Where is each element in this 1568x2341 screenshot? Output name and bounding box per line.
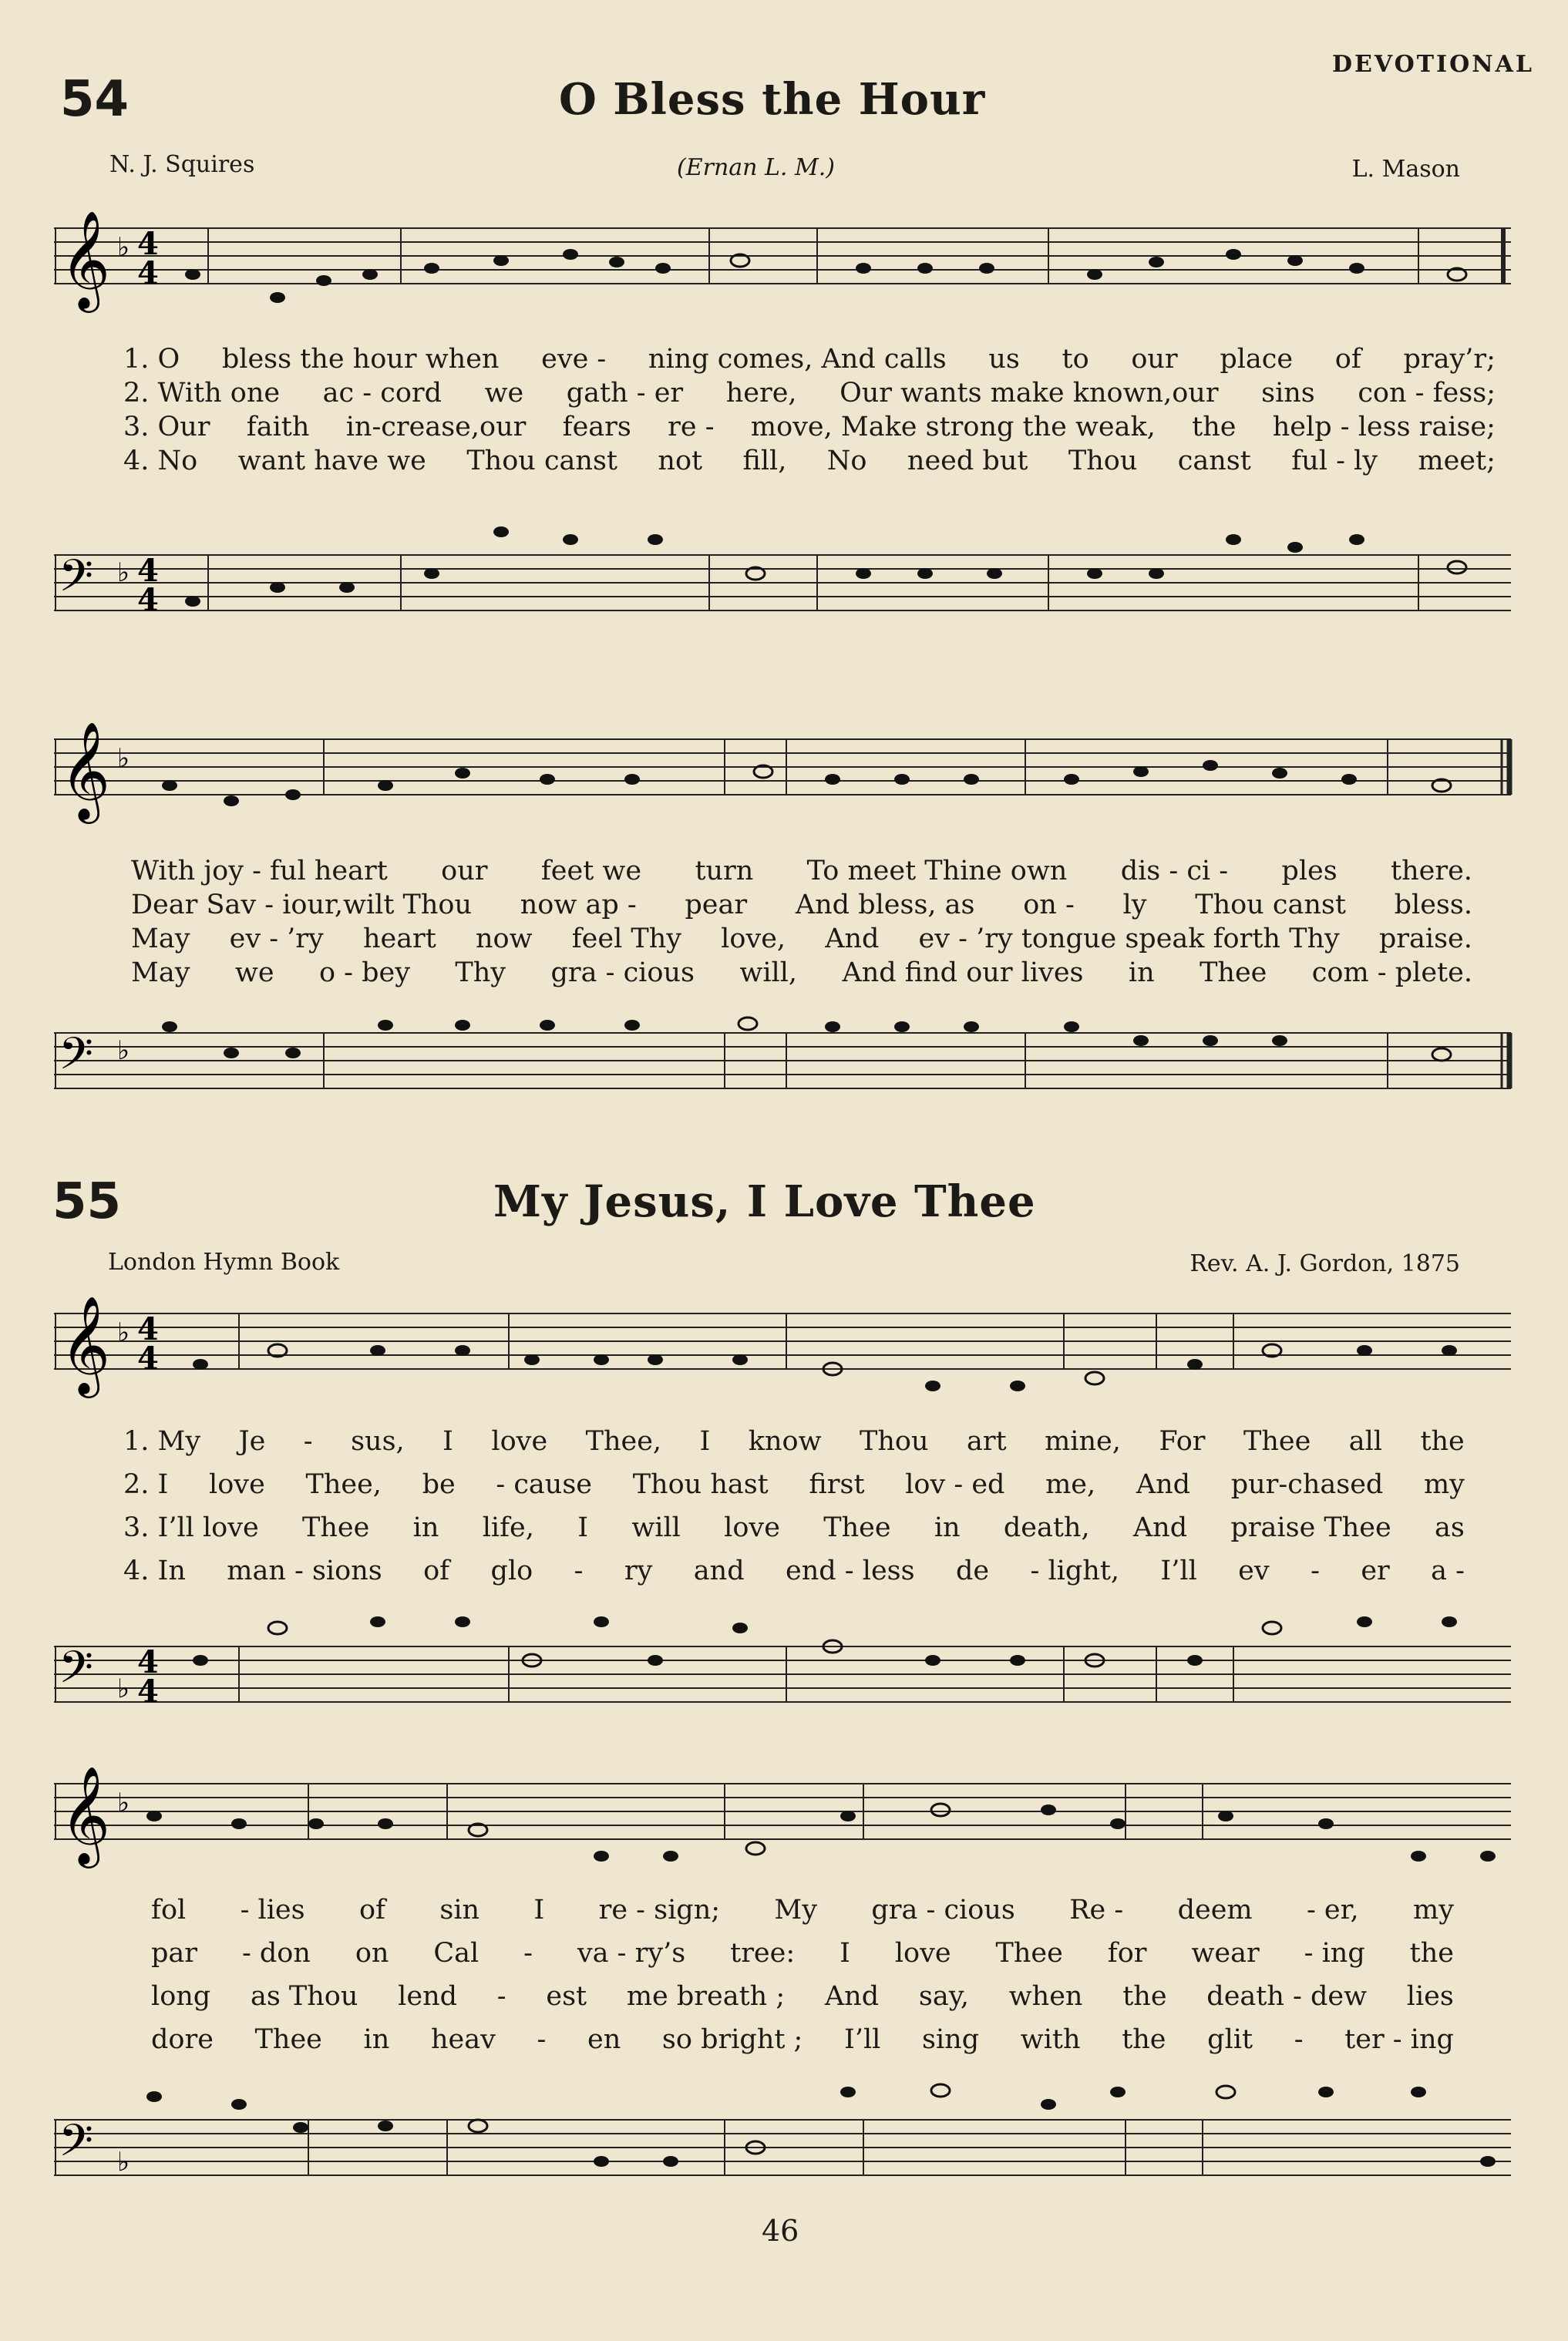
verse-line-3	[151, 1975, 1454, 2018]
lyrics-block	[151, 1889, 1454, 2061]
lyric-word: we	[234, 957, 274, 988]
lyric-word: place	[1220, 344, 1294, 375]
lyric-word: And	[825, 923, 880, 954]
lyric-word: here,	[725, 378, 797, 409]
lyric-word: wear	[1191, 1938, 1260, 1969]
lyric-word: in	[363, 2024, 390, 2055]
lyric-word: feet we	[540, 856, 642, 886]
lyric-word: us	[988, 344, 1020, 375]
lyric-word: ning comes, And calls	[648, 344, 947, 375]
lyric-word: ac - cord	[322, 378, 442, 409]
lyric-word: ev - ’ry tongue speak forth Thy	[918, 923, 1340, 954]
lyric-word: Thou canst	[1195, 890, 1346, 920]
svg-text:𝄞: 𝄞	[60, 1765, 111, 1864]
lyric-word: 3. I’ll love	[123, 1512, 259, 1543]
lyric-word: Re -	[1069, 1895, 1124, 1926]
lyric-word: my	[1413, 1895, 1454, 1926]
hymn-tune: (Ernan L. M.)	[677, 154, 835, 181]
page-number: 46	[762, 2214, 799, 2248]
lyric-word: o - bey	[318, 957, 411, 988]
svg-text:4: 4	[137, 582, 159, 618]
lyric-word: ry	[624, 1556, 653, 1586]
lyric-word: va - ry’s	[577, 1938, 686, 1969]
page-category: DEVOTIONAL	[1331, 51, 1534, 78]
verse-line-4	[131, 956, 1472, 990]
svg-text:𝄢: 𝄢	[59, 1641, 94, 1704]
lyric-word: know	[748, 1426, 822, 1457]
lyric-word: Cal	[433, 1938, 479, 1969]
lyric-word: And bless, as	[795, 890, 975, 920]
lyric-word: love	[724, 1512, 780, 1543]
lyric-word: 4. No	[123, 446, 198, 476]
lyric-word: May	[131, 957, 190, 988]
lyric-word: a -	[1431, 1556, 1465, 1586]
verse-line-3	[123, 1506, 1465, 1549]
lyric-word: meet;	[1418, 446, 1496, 476]
svg-text:𝄢: 𝄢	[59, 2114, 94, 2178]
lyric-word: praise.	[1378, 923, 1472, 954]
lyric-word: -	[523, 1938, 533, 1969]
lyric-word: faith	[246, 412, 310, 442]
lyric-word: Thee,	[585, 1426, 662, 1457]
lyric-word: 1. My	[123, 1426, 201, 1457]
lyric-word: Thy	[455, 957, 506, 988]
svg-text:4: 4	[137, 255, 159, 291]
lyric-word: -	[1311, 1556, 1320, 1586]
lyric-word: death - dew	[1206, 1981, 1368, 2012]
lyric-word: And	[1132, 1512, 1188, 1543]
lyric-word: art	[966, 1426, 1007, 1457]
music-staff-bass	[46, 2058, 1557, 2189]
lyric-word: 1. O	[123, 344, 180, 375]
verse-line-2	[123, 1463, 1465, 1506]
music-staff-treble	[46, 1295, 1557, 1411]
lyric-word: on	[355, 1938, 389, 1969]
lyric-word: gath - er	[566, 378, 684, 409]
lyric-word: fol	[151, 1895, 187, 1926]
lyric-word: fears	[562, 412, 631, 442]
svg-text:4: 4	[137, 226, 159, 262]
lyric-word: help - less raise;	[1272, 412, 1496, 442]
lyric-word: sus,	[351, 1426, 405, 1457]
lyric-word: of	[423, 1556, 450, 1586]
lyric-word: Thou	[860, 1426, 929, 1457]
svg-text:♭: ♭	[117, 1317, 130, 1348]
verse-line-4	[123, 444, 1496, 478]
lyric-word: bless.	[1394, 890, 1472, 920]
lyric-word: ples	[1281, 856, 1338, 886]
lyric-word: - don	[241, 1938, 311, 1969]
lyric-word: all	[1348, 1426, 1382, 1457]
lyric-word: ev	[1238, 1556, 1270, 1586]
lyric-word: feel Thy	[571, 923, 682, 954]
lyric-word: love	[491, 1426, 548, 1457]
lyric-word: glit	[1207, 2024, 1253, 2055]
lyric-word: eve -	[541, 344, 607, 375]
lyric-word: will,	[739, 957, 798, 988]
lyric-word: No	[826, 446, 867, 476]
lyric-word: with	[1020, 2024, 1081, 2055]
lyric-word: as Thou	[250, 1981, 358, 2012]
music-staff-treble	[46, 210, 1557, 318]
lyric-word: want have we	[237, 446, 426, 476]
lyric-word: - er,	[1306, 1895, 1359, 1926]
lyric-word: in	[412, 1512, 439, 1543]
lyric-word: dis - ci -	[1120, 856, 1229, 886]
lyric-word: gra - cious	[550, 957, 695, 988]
verse-line-1	[123, 342, 1496, 376]
lyrics-block	[123, 1420, 1465, 1593]
lyric-word: pear	[685, 890, 748, 920]
lyric-word: -	[537, 2024, 547, 2055]
lyric-word: Thee	[302, 1512, 370, 1543]
lyric-word: con - fess;	[1358, 378, 1496, 409]
lyric-word: say,	[918, 1981, 969, 2012]
lyric-word: now ap -	[520, 890, 637, 920]
lyric-word: -	[574, 1556, 584, 1586]
lyric-word: move, Make strong the weak,	[750, 412, 1156, 442]
lyric-word: I	[533, 1895, 545, 1926]
svg-text:♭: ♭	[117, 743, 130, 774]
lyric-word: With joy - ful heart	[131, 856, 388, 886]
lyric-word: deem	[1177, 1895, 1253, 1926]
lyric-word: love	[894, 1938, 951, 1969]
lyric-word: fill,	[742, 446, 787, 476]
svg-text:𝄢: 𝄢	[59, 550, 94, 613]
svg-text:4: 4	[137, 1644, 159, 1680]
music-staff-bass	[46, 509, 1557, 663]
lyric-word: be	[422, 1469, 456, 1500]
music-staff-bass	[46, 1002, 1557, 1141]
lyric-word: turn	[695, 856, 754, 886]
svg-text:𝄞: 𝄞	[60, 721, 111, 819]
lyric-word: pur-chased	[1230, 1469, 1384, 1500]
lyric-word: my	[1423, 1469, 1465, 1500]
lyric-word: and	[693, 1556, 745, 1586]
lyric-word: 2. I	[123, 1469, 169, 1500]
lyric-word: I’ll	[844, 2024, 881, 2055]
lyric-word: death,	[1003, 1512, 1090, 1543]
lyric-word: bless the hour when	[221, 344, 500, 375]
lyric-word: And	[824, 1981, 880, 2012]
hymn-number: 54	[60, 71, 130, 128]
lyric-word: mine,	[1045, 1426, 1121, 1457]
lyric-word: Je	[238, 1426, 266, 1457]
verse-line-4	[151, 2018, 1454, 2061]
lyric-word: -	[1294, 2024, 1304, 2055]
hymn-composer: L. Mason	[1351, 156, 1460, 183]
lyric-word: love	[209, 1469, 265, 1500]
lyric-word: the	[1409, 1938, 1454, 1969]
verse-line-3	[123, 410, 1496, 444]
lyric-word: - ing	[1304, 1938, 1365, 1969]
lyric-word: will	[631, 1512, 681, 1543]
svg-text:♭: ♭	[117, 2147, 130, 2178]
svg-text:4: 4	[137, 1311, 159, 1347]
lyric-word: glo	[490, 1556, 533, 1586]
hymn-title: My Jesus, I Love Thee	[493, 1176, 1036, 1227]
lyric-word: Thee	[1243, 1426, 1311, 1457]
lyric-word: sins	[1261, 378, 1315, 409]
lyric-word: of	[358, 1895, 385, 1926]
lyric-word: ter - ing	[1344, 2024, 1454, 2055]
lyric-word: heart	[362, 923, 436, 954]
lyric-word: canst	[1177, 446, 1251, 476]
lyric-word: of	[1334, 344, 1361, 375]
lyric-word: the	[1122, 2024, 1166, 2055]
lyric-word: 3. Our	[123, 412, 210, 442]
lyric-word: com - plete.	[1311, 957, 1472, 988]
lyric-word: end - less	[786, 1556, 915, 1586]
svg-text:𝄞: 𝄞	[60, 1295, 111, 1394]
svg-text:♭: ♭	[117, 1673, 130, 1704]
lyric-word: 2. With one	[123, 378, 281, 409]
lyric-word: lend	[398, 1981, 458, 2012]
lyric-word: Thee	[823, 1512, 891, 1543]
lyric-word: Thee	[1200, 957, 1267, 988]
lyric-word: Thee,	[305, 1469, 382, 1500]
lyric-word: our	[441, 856, 488, 886]
lyric-word: gra - cious	[871, 1895, 1015, 1926]
lyric-word: er	[1361, 1556, 1390, 1586]
lyric-word: re -	[668, 412, 715, 442]
lyrics-block	[131, 854, 1472, 990]
lyric-word: when	[1008, 1981, 1083, 2012]
lyric-word: ly	[1122, 890, 1147, 920]
lyric-word: May	[131, 923, 190, 954]
lyric-word: Thou canst	[466, 446, 617, 476]
lyric-word: our	[1131, 344, 1178, 375]
svg-text:♭: ♭	[117, 232, 130, 263]
lyric-word: lies	[1406, 1981, 1454, 2012]
lyric-word: For	[1159, 1426, 1206, 1457]
lyric-word: -	[303, 1426, 313, 1457]
lyric-word: sing	[922, 2024, 980, 2055]
lyric-word: Thou hast	[632, 1469, 769, 1500]
lyric-word: est	[546, 1981, 587, 2012]
lyric-word: me breath ;	[626, 1981, 786, 2012]
lyric-word: praise Thee	[1230, 1512, 1391, 1543]
lyric-word: on -	[1023, 890, 1075, 920]
lyric-word: in-crease,our	[345, 412, 527, 442]
verse-line-2	[131, 888, 1472, 922]
lyric-word: ful - ly	[1291, 446, 1378, 476]
lyric-word: me,	[1045, 1469, 1096, 1500]
hymn-title: O Bless the Hour	[559, 74, 986, 125]
verse-line-2	[151, 1932, 1454, 1975]
lyric-word: ev - ’ry	[229, 923, 324, 954]
verse-line-1	[131, 854, 1472, 888]
svg-text:𝄢: 𝄢	[59, 1028, 94, 1091]
lyric-word: we	[484, 378, 524, 409]
svg-text:𝄞: 𝄞	[60, 210, 111, 308]
lyric-word: My	[774, 1895, 818, 1926]
lyric-word: Our wants make known,our	[840, 378, 1219, 409]
lyric-word: pray’r;	[1403, 344, 1496, 375]
lyric-word: sin	[439, 1895, 480, 1926]
lyric-word: as	[1435, 1512, 1465, 1543]
hymn-composer: Rev. A. J. Gordon, 1875	[1189, 1250, 1460, 1277]
lyric-word: And	[1136, 1469, 1191, 1500]
lyric-word: life,	[482, 1512, 534, 1543]
lyric-word: re - sign;	[598, 1895, 721, 1926]
lyric-word: -	[496, 1981, 506, 2012]
lyric-word: in	[934, 1512, 961, 1543]
lyric-word: To meet Thine own	[806, 856, 1068, 886]
svg-text:♭: ♭	[117, 1788, 130, 1818]
lyric-word: man - sions	[227, 1556, 382, 1586]
lyric-word: in	[1128, 957, 1155, 988]
music-staff-bass	[46, 1596, 1557, 1727]
hymn-author: London Hymn Book	[108, 1249, 340, 1276]
verse-line-1	[151, 1889, 1454, 1932]
lyric-word: I	[577, 1512, 589, 1543]
lyric-word: par	[151, 1938, 198, 1969]
lyric-word: - light,	[1030, 1556, 1120, 1586]
svg-text:4: 4	[137, 1340, 159, 1377]
lyric-word: tree:	[730, 1938, 796, 1969]
lyric-word: love,	[721, 923, 786, 954]
svg-text:4: 4	[137, 1673, 159, 1710]
lyric-word: the	[1122, 1981, 1167, 2012]
verse-line-4	[123, 1549, 1465, 1593]
lyric-word: Dear Sav - iour,wilt Thou	[131, 890, 473, 920]
svg-text:4: 4	[137, 553, 159, 589]
lyric-word: Thee	[254, 2024, 322, 2055]
lyric-word: I	[840, 1938, 850, 1969]
lyric-word: there.	[1391, 856, 1472, 886]
lyric-word: - cause	[496, 1469, 593, 1500]
music-staff-treble	[46, 721, 1557, 829]
lyric-word: to	[1062, 344, 1089, 375]
lyric-word: so bright ;	[661, 2024, 803, 2055]
lyric-word: now	[475, 923, 533, 954]
verse-line-3	[131, 922, 1472, 956]
lyric-word: dore	[151, 2024, 214, 2055]
verse-line-2	[123, 376, 1496, 410]
music-staff-treble	[46, 1765, 1557, 1881]
lyric-word: the	[1192, 412, 1237, 442]
lyrics-block	[123, 342, 1496, 478]
lyric-word: Thou	[1068, 446, 1138, 476]
lyric-word: en	[587, 2024, 621, 2055]
hymn-number: 55	[52, 1173, 122, 1230]
lyric-word: first	[809, 1469, 865, 1500]
lyric-word: I	[442, 1426, 453, 1457]
svg-text:♭: ♭	[117, 557, 130, 588]
lyric-word: for	[1107, 1938, 1147, 1969]
lyric-word: the	[1420, 1426, 1465, 1457]
lyric-word: I’ll	[1160, 1556, 1197, 1586]
lyric-word: 4. In	[123, 1556, 186, 1586]
lyric-word: Thee	[995, 1938, 1063, 1969]
verse-line-1	[123, 1420, 1465, 1463]
lyric-word: heav	[430, 2024, 496, 2055]
lyric-word: not	[658, 446, 703, 476]
lyric-word: long	[151, 1981, 211, 2012]
svg-text:♭: ♭	[117, 1035, 130, 1066]
lyric-word: de	[956, 1556, 990, 1586]
lyric-word: - lies	[240, 1895, 305, 1926]
lyric-word: I	[699, 1426, 711, 1457]
lyric-word: lov - ed	[905, 1469, 1005, 1500]
lyric-word: And find our lives	[842, 957, 1084, 988]
lyric-word: need but	[907, 446, 1028, 476]
hymn-author: N. J. Squires	[109, 151, 255, 178]
